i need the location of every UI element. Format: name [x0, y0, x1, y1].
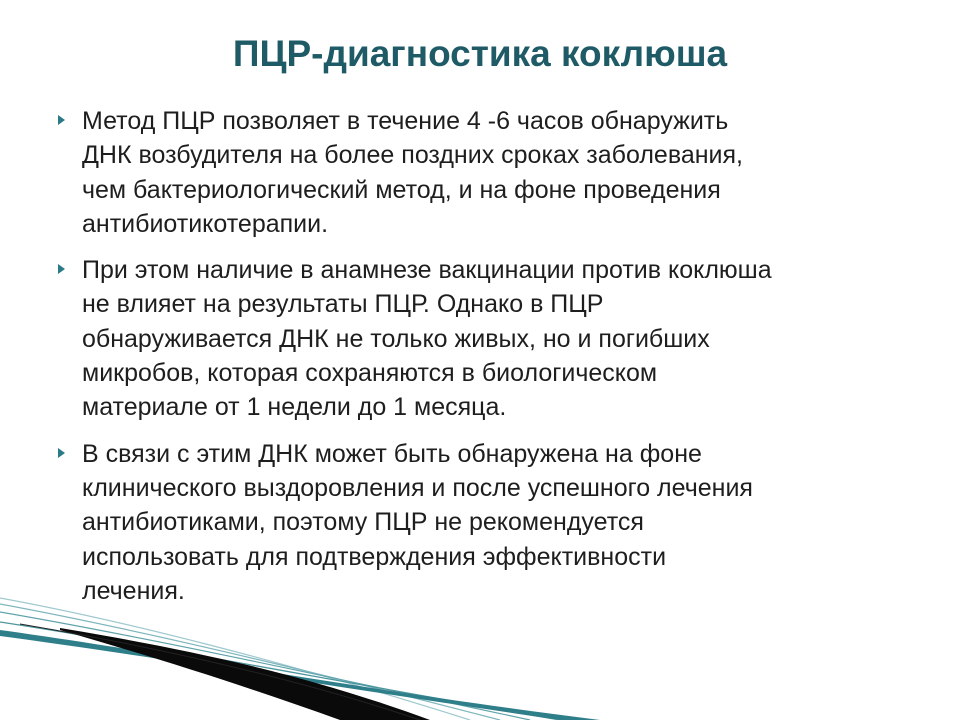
swoosh-line	[0, 598, 470, 720]
bullet-line: ДНК возбудителя на более поздних сроках заболевания,	[82, 141, 743, 170]
bullet-line: не влияет на результаты ПЦР. Однако в ПЦР	[82, 290, 604, 319]
bullet-line: антибиотикотерапии.	[82, 209, 329, 238]
bullet-line: материале от 1 недели до 1 месяца.	[82, 393, 507, 422]
bullet-line: микробов, которая сохраняются в биологическом	[82, 359, 658, 388]
bullet-line: чем бактериологический метод, и на фоне проведения	[82, 175, 721, 204]
bullet-line: обнаруживается ДНК не только живых, но и погибших	[82, 324, 710, 353]
swoosh-line	[0, 604, 500, 720]
swoosh-teal-band	[0, 630, 600, 720]
bullet-line: При этом наличие в анамнезе вакцинации против коклюша	[82, 256, 772, 285]
bullet-line: клинического выздоровления и после успешного лечения	[82, 473, 753, 502]
bullet-line: В связи с этим ДНК может быть обнаружена на фоне	[82, 439, 702, 468]
bullet-line: Метод ПЦР позволяет в течение 4 -6 часов обнаружить	[82, 107, 729, 135]
bullet-line: использовать для подтверждения эффективности	[82, 542, 667, 571]
bullet-line: антибиотиками, поэтому ПЦР не рекомендуется	[82, 508, 644, 537]
swoosh-line	[0, 612, 530, 720]
slide-title: ПЦР-диагностика коклюша	[232, 33, 728, 74]
bullet-line: лечения.	[82, 576, 185, 605]
